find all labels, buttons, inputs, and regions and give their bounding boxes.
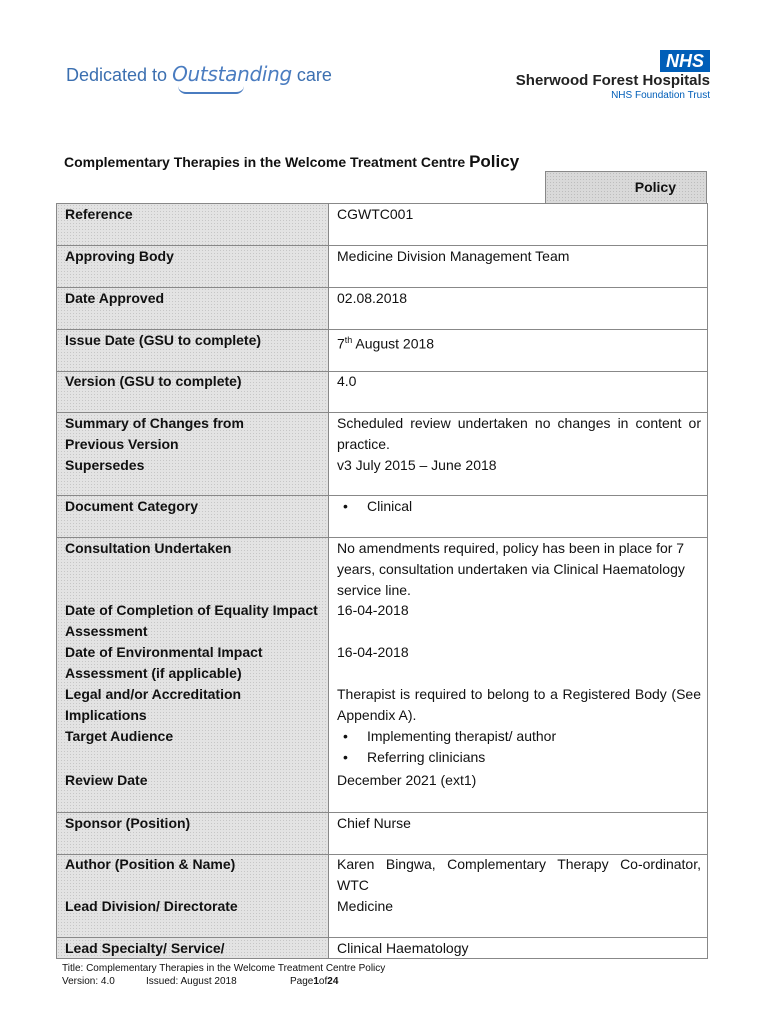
lead-specialty-label: Lead Specialty/ Service/ bbox=[65, 940, 225, 956]
sponsor-value: Chief Nurse bbox=[337, 815, 411, 831]
issue-date-value bbox=[337, 330, 701, 355]
footer-issued: Issued: August 2018 bbox=[146, 976, 237, 987]
lead-specialty-value: Clinical Haematology bbox=[337, 940, 469, 956]
version-value: 4.0 bbox=[337, 373, 357, 389]
page-footer bbox=[62, 962, 385, 988]
legal-implications-value: Therapist is required to belong to a Registered Body (See Appendix A). bbox=[337, 686, 701, 723]
issue-date-month-year: August 2018 bbox=[352, 335, 435, 352]
policy-header-cell: Policy bbox=[545, 171, 707, 203]
target-audience-label: Target Audience bbox=[65, 728, 174, 744]
footer-page bbox=[290, 975, 338, 988]
issue-date-ordinal: th bbox=[344, 335, 353, 345]
category-bullet: • Clinical bbox=[337, 496, 701, 517]
page-total: 24 bbox=[327, 976, 339, 987]
environmental-assessment-value: 16-04-2018 bbox=[337, 644, 409, 660]
slogan-prefix: Dedicated to bbox=[66, 65, 168, 85]
trust-name: Sherwood Forest Hospitals bbox=[515, 72, 710, 89]
date-approved-label: Date Approved bbox=[65, 290, 165, 306]
reference-value: CGWTC001 bbox=[337, 206, 414, 222]
supersedes-label: Supersedes bbox=[65, 457, 145, 473]
consultation-value: No amendments required, policy has been in place for 7 years, consultation undertaken via Clinical Haematology service line. bbox=[337, 540, 685, 598]
issue-date-day: 7 bbox=[337, 335, 345, 352]
summary-of-changes-label bbox=[65, 413, 321, 476]
trust-subtitle: NHS Foundation Trust bbox=[611, 90, 710, 101]
audience-bullet: • Implementing therapist/ author bbox=[337, 726, 701, 747]
consultation-label: Consultation Undertaken bbox=[65, 540, 232, 556]
footer-version: Version: 4.0 bbox=[62, 976, 115, 987]
sponsor-label: Sponsor (Position) bbox=[65, 815, 191, 831]
page-of: of bbox=[318, 976, 328, 987]
document-category-value bbox=[337, 496, 701, 517]
review-date-value: December 2021 (ext1) bbox=[337, 772, 477, 788]
page-number: 1 bbox=[313, 976, 319, 987]
policy-details-table bbox=[56, 203, 708, 959]
label-column bbox=[57, 204, 329, 958]
document-title bbox=[64, 152, 519, 172]
reference-label: Reference bbox=[65, 206, 133, 222]
nhs-logo: NHS bbox=[660, 50, 710, 72]
footer-title: Title: Complementary Therapies in the Welcome Treatment Centre Policy bbox=[62, 963, 386, 974]
slogan-logo bbox=[66, 62, 332, 86]
legal-implications-label: Legal and/or Accreditation Implications bbox=[65, 686, 242, 723]
author-label: Author (Position & Name) bbox=[65, 856, 236, 872]
summary-label-line: Previous Version bbox=[65, 436, 179, 452]
slogan-suffix: care bbox=[296, 65, 332, 85]
summary-value-text: Scheduled review undertaken no changes in content or practice. bbox=[337, 415, 701, 452]
approving-body-label: Approving Body bbox=[65, 248, 174, 264]
target-audience-value bbox=[337, 726, 701, 768]
supersedes-value: v3 July 2015 – June 2018 bbox=[337, 457, 497, 473]
footer-meta bbox=[62, 975, 385, 988]
lead-division-label: Lead Division/ Directorate bbox=[65, 898, 238, 914]
approving-body-value: Medicine Division Management Team bbox=[337, 248, 570, 264]
page-prefix: Page bbox=[290, 976, 314, 987]
author-value: Karen Bingwa, Complementary Therapy Co-ordinator, WTC bbox=[337, 856, 701, 893]
document-title-suffix: Policy bbox=[469, 152, 520, 171]
equality-assessment-value: 16-04-2018 bbox=[337, 602, 409, 618]
audience-bullet: • Referring clinicians bbox=[337, 747, 701, 768]
version-label: Version (GSU to complete) bbox=[65, 373, 242, 389]
document-title-text: Complementary Therapies in the Welcome Treatment Centre bbox=[64, 154, 466, 170]
issue-date-label: Issue Date (GSU to complete) bbox=[65, 332, 262, 348]
lead-division-value: Medicine bbox=[337, 898, 394, 914]
environmental-assessment-label: Date of Environmental Impact Assessment (if applicable) bbox=[65, 644, 263, 681]
slogan-highlight: Outstanding bbox=[172, 62, 292, 86]
summary-of-changes-value bbox=[337, 413, 701, 476]
summary-label-line: Summary of Changes from bbox=[65, 415, 244, 431]
equality-assessment-label: Date of Completion of Equality Impact Assessment bbox=[65, 602, 318, 639]
review-date-label: Review Date bbox=[65, 772, 148, 788]
date-approved-value: 02.08.2018 bbox=[337, 290, 408, 306]
document-category-label: Document Category bbox=[65, 498, 199, 514]
slogan-swoosh bbox=[178, 86, 244, 94]
